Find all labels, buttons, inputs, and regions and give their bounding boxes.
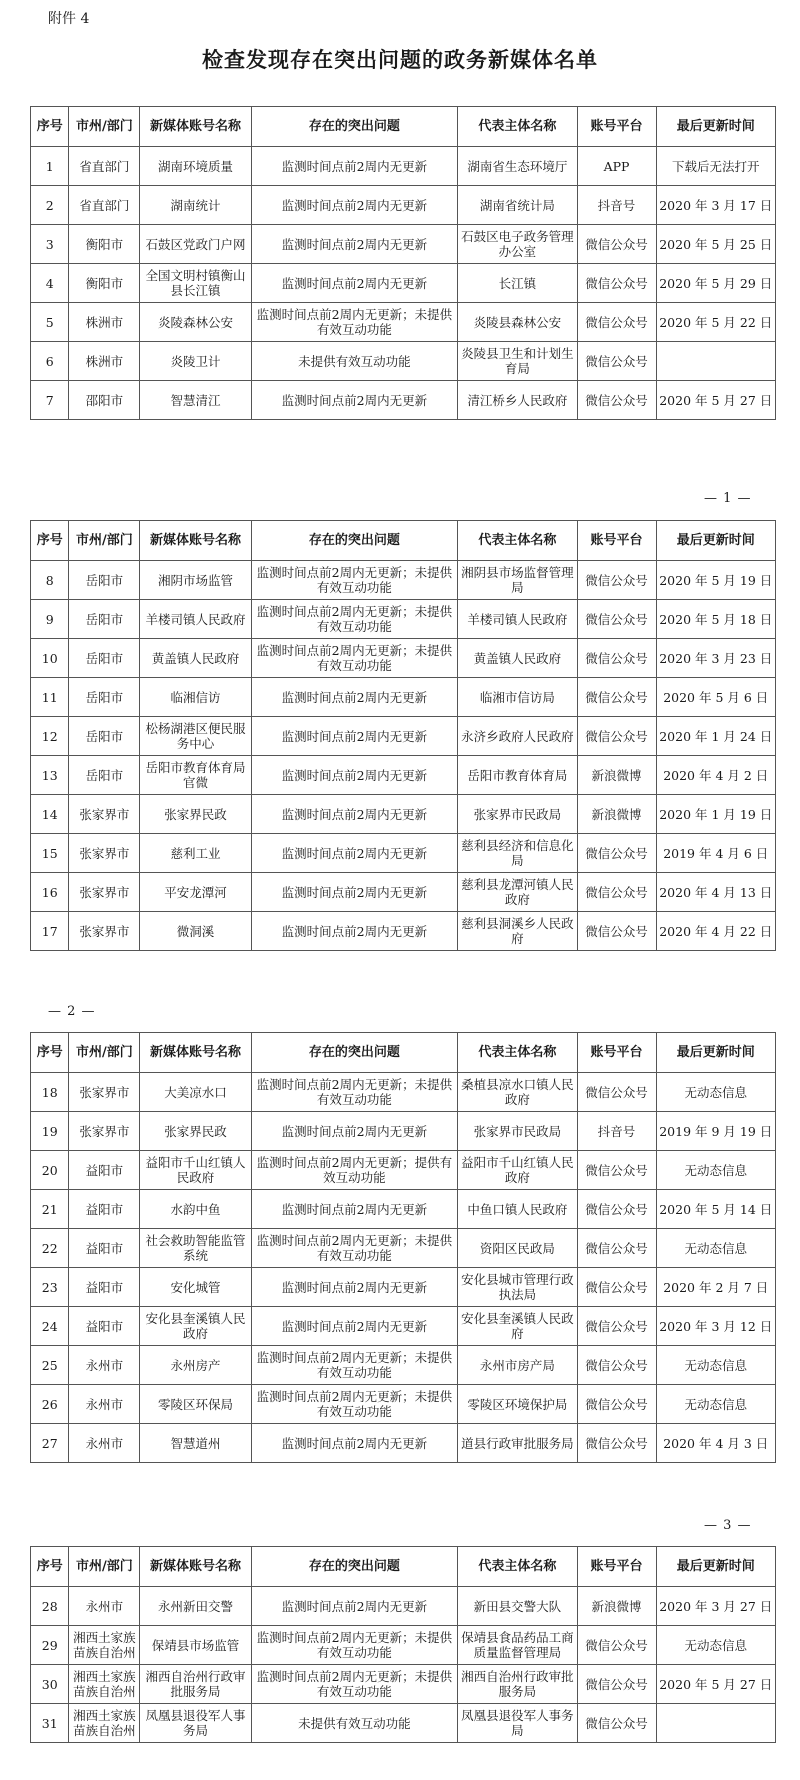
issue-cell: 监测时间点前2周内无更新 — [251, 717, 457, 756]
entity-cell: 湖南省生态环境厅 — [458, 147, 577, 186]
table-row — [31, 1268, 776, 1307]
header-last-update: 最后更新时间 — [656, 107, 775, 147]
table-row — [31, 225, 776, 264]
header-platform: 账号平台 — [577, 1033, 656, 1073]
city-cell: 益阳市 — [69, 1268, 140, 1307]
issue-cell: 监测时间点前2周内无更新 — [251, 147, 457, 186]
seq-cell: 25 — [31, 1346, 69, 1385]
seq-cell: 30 — [31, 1665, 69, 1704]
account-name-cell: 慈利工业 — [140, 834, 251, 873]
header-seq: 序号 — [31, 1033, 69, 1073]
table-row — [31, 1112, 776, 1151]
platform-cell: 微信公众号 — [577, 834, 656, 873]
table-row — [31, 381, 776, 420]
last-update-cell: 无动态信息 — [656, 1229, 775, 1268]
header-account-name: 新媒体账号名称 — [140, 1547, 251, 1587]
seq-cell: 6 — [31, 342, 69, 381]
entity-cell: 永州市房产局 — [458, 1346, 577, 1385]
entity-cell: 慈利县洞溪乡人民政府 — [458, 912, 577, 951]
seq-cell: 22 — [31, 1229, 69, 1268]
city-cell: 株洲市 — [69, 342, 140, 381]
account-name-cell: 羊楼司镇人民政府 — [140, 600, 251, 639]
issue-cell: 监测时间点前2周内无更新；未提供有效互动功能 — [251, 639, 457, 678]
entity-cell: 张家界市民政局 — [458, 795, 577, 834]
header-city: 市州/部门 — [69, 1033, 140, 1073]
city-cell: 张家界市 — [69, 873, 140, 912]
seq-cell: 31 — [31, 1704, 69, 1743]
header-issue: 存在的突出问题 — [251, 521, 457, 561]
header-city: 市州/部门 — [69, 1547, 140, 1587]
account-name-cell: 永州新田交警 — [140, 1587, 251, 1626]
platform-cell: 微信公众号 — [577, 600, 656, 639]
media-table-page-3 — [30, 1032, 776, 1463]
header-account-name: 新媒体账号名称 — [140, 1033, 251, 1073]
city-cell: 湘西土家族苗族自治州 — [69, 1704, 140, 1743]
account-name-cell: 临湘信访 — [140, 678, 251, 717]
table-row — [31, 1229, 776, 1268]
table-row — [31, 1190, 776, 1229]
platform-cell: 微信公众号 — [577, 1346, 656, 1385]
seq-cell: 28 — [31, 1587, 69, 1626]
platform-cell: 微信公众号 — [577, 342, 656, 381]
entity-cell: 长江镇 — [458, 264, 577, 303]
issue-cell: 监测时间点前2周内无更新 — [251, 756, 457, 795]
city-cell: 岳阳市 — [69, 756, 140, 795]
entity-cell: 安化县城市管理行政执法局 — [458, 1268, 577, 1307]
last-update-cell: 2020 年 5 月 19 日 — [656, 561, 775, 600]
header-seq: 序号 — [31, 107, 69, 147]
issue-cell: 监测时间点前2周内无更新 — [251, 1424, 457, 1463]
table-row — [31, 873, 776, 912]
header-issue: 存在的突出问题 — [251, 107, 457, 147]
issue-cell: 监测时间点前2周内无更新 — [251, 1268, 457, 1307]
issue-cell: 监测时间点前2周内无更新 — [251, 1112, 457, 1151]
table-row — [31, 303, 776, 342]
platform-cell: 微信公众号 — [577, 264, 656, 303]
seq-cell: 4 — [31, 264, 69, 303]
entity-cell: 凤凰县退役军人事务局 — [458, 1704, 577, 1743]
account-name-cell: 炎陵卫计 — [140, 342, 251, 381]
table-row — [31, 1665, 776, 1704]
header-city: 市州/部门 — [69, 107, 140, 147]
issue-cell: 监测时间点前2周内无更新；未提供有效互动功能 — [251, 1626, 457, 1665]
city-cell: 益阳市 — [69, 1151, 140, 1190]
last-update-cell: 无动态信息 — [656, 1626, 775, 1665]
last-update-cell — [656, 342, 775, 381]
entity-cell: 中鱼口镇人民政府 — [458, 1190, 577, 1229]
last-update-cell: 2020 年 5 月 27 日 — [656, 1665, 775, 1704]
issue-cell: 监测时间点前2周内无更新；未提供有效互动功能 — [251, 600, 457, 639]
seq-cell: 10 — [31, 639, 69, 678]
issue-cell: 监测时间点前2周内无更新 — [251, 264, 457, 303]
city-cell: 岳阳市 — [69, 639, 140, 678]
city-cell: 省直部门 — [69, 147, 140, 186]
issue-cell: 监测时间点前2周内无更新 — [251, 795, 457, 834]
platform-cell: 微信公众号 — [577, 1073, 656, 1112]
seq-cell: 18 — [31, 1073, 69, 1112]
table-row — [31, 147, 776, 186]
last-update-cell: 2020 年 4 月 2 日 — [656, 756, 775, 795]
document-title: 检查发现存在突出问题的政务新媒体名单 — [202, 47, 598, 72]
account-name-cell: 安化城管 — [140, 1268, 251, 1307]
issue-cell: 监测时间点前2周内无更新 — [251, 873, 457, 912]
last-update-cell: 2020 年 3 月 23 日 — [656, 639, 775, 678]
account-name-cell: 零陵区环保局 — [140, 1385, 251, 1424]
seq-cell: 15 — [31, 834, 69, 873]
table-header-row — [31, 1547, 776, 1587]
seq-cell: 1 — [31, 147, 69, 186]
issue-cell: 监测时间点前2周内无更新；提供有效互动功能 — [251, 1151, 457, 1190]
account-name-cell: 微洞溪 — [140, 912, 251, 951]
last-update-cell: 无动态信息 — [656, 1151, 775, 1190]
last-update-cell — [656, 1704, 775, 1743]
table-header-row — [31, 521, 776, 561]
entity-cell: 岳阳市教育体育局 — [458, 756, 577, 795]
account-name-cell: 湖南统计 — [140, 186, 251, 225]
header-last-update: 最后更新时间 — [656, 1547, 775, 1587]
seq-cell: 7 — [31, 381, 69, 420]
platform-cell: 微信公众号 — [577, 1229, 656, 1268]
table-row — [31, 912, 776, 951]
platform-cell: 微信公众号 — [577, 1626, 656, 1665]
issue-cell: 监测时间点前2周内无更新；未提供有效互动功能 — [251, 303, 457, 342]
last-update-cell: 无动态信息 — [656, 1346, 775, 1385]
seq-cell: 26 — [31, 1385, 69, 1424]
platform-cell: 微信公众号 — [577, 1151, 656, 1190]
seq-cell: 11 — [31, 678, 69, 717]
account-name-cell: 益阳市千山红镇人民政府 — [140, 1151, 251, 1190]
city-cell: 永州市 — [69, 1587, 140, 1626]
platform-cell: 微信公众号 — [577, 225, 656, 264]
last-update-cell: 2020 年 2 月 7 日 — [656, 1268, 775, 1307]
platform-cell: 微信公众号 — [577, 1704, 656, 1743]
table-row — [31, 342, 776, 381]
entity-cell: 永济乡政府人民政府 — [458, 717, 577, 756]
account-name-cell: 凤凰县退役军人事务局 — [140, 1704, 251, 1743]
table-header-row — [31, 1033, 776, 1073]
issue-cell: 监测时间点前2周内无更新；未提供有效互动功能 — [251, 1385, 457, 1424]
city-cell: 永州市 — [69, 1346, 140, 1385]
header-city: 市州/部门 — [69, 521, 140, 561]
city-cell: 衡阳市 — [69, 264, 140, 303]
account-name-cell: 永州房产 — [140, 1346, 251, 1385]
entity-cell: 桑植县凉水口镇人民政府 — [458, 1073, 577, 1112]
entity-cell: 新田县交警大队 — [458, 1587, 577, 1626]
header-seq: 序号 — [31, 521, 69, 561]
issue-cell: 监测时间点前2周内无更新；未提供有效互动功能 — [251, 1665, 457, 1704]
account-name-cell: 安化县奎溪镇人民政府 — [140, 1307, 251, 1346]
platform-cell: 微信公众号 — [577, 1307, 656, 1346]
page-number-1: — 1 — — [704, 491, 752, 506]
header-platform: 账号平台 — [577, 107, 656, 147]
seq-cell: 5 — [31, 303, 69, 342]
entity-cell: 零陵区环境保护局 — [458, 1385, 577, 1424]
media-table-page-1 — [30, 106, 776, 420]
platform-cell: 抖音号 — [577, 186, 656, 225]
city-cell: 湘西土家族苗族自治州 — [69, 1665, 140, 1704]
issue-cell: 监测时间点前2周内无更新 — [251, 186, 457, 225]
issue-cell: 监测时间点前2周内无更新 — [251, 381, 457, 420]
table-row — [31, 264, 776, 303]
entity-cell: 道县行政审批服务局 — [458, 1424, 577, 1463]
last-update-cell: 2020 年 3 月 12 日 — [656, 1307, 775, 1346]
account-name-cell: 炎陵森林公安 — [140, 303, 251, 342]
entity-cell: 安化县奎溪镇人民政府 — [458, 1307, 577, 1346]
seq-cell: 24 — [31, 1307, 69, 1346]
last-update-cell: 2020 年 3 月 17 日 — [656, 186, 775, 225]
last-update-cell: 2020 年 5 月 6 日 — [656, 678, 775, 717]
header-last-update: 最后更新时间 — [656, 1033, 775, 1073]
account-name-cell: 社会救助智能监管系统 — [140, 1229, 251, 1268]
platform-cell: 新浪微博 — [577, 756, 656, 795]
last-update-cell: 无动态信息 — [656, 1385, 775, 1424]
table-row — [31, 756, 776, 795]
seq-cell: 3 — [31, 225, 69, 264]
last-update-cell: 2020 年 4 月 13 日 — [656, 873, 775, 912]
issue-cell: 监测时间点前2周内无更新 — [251, 834, 457, 873]
platform-cell: 微信公众号 — [577, 1385, 656, 1424]
account-name-cell: 智慧道州 — [140, 1424, 251, 1463]
header-entity: 代表主体名称 — [458, 521, 577, 561]
last-update-cell: 2020 年 5 月 18 日 — [656, 600, 775, 639]
header-platform: 账号平台 — [577, 521, 656, 561]
issue-cell: 未提供有效互动功能 — [251, 1704, 457, 1743]
table-row — [31, 639, 776, 678]
last-update-cell: 2020 年 5 月 27 日 — [656, 381, 775, 420]
account-name-cell: 大美凉水口 — [140, 1073, 251, 1112]
header-seq: 序号 — [31, 1547, 69, 1587]
header-account-name: 新媒体账号名称 — [140, 521, 251, 561]
issue-cell: 监测时间点前2周内无更新 — [251, 225, 457, 264]
account-name-cell: 水韵中鱼 — [140, 1190, 251, 1229]
city-cell: 岳阳市 — [69, 678, 140, 717]
city-cell: 岳阳市 — [69, 717, 140, 756]
table-row — [31, 1704, 776, 1743]
platform-cell: 微信公众号 — [577, 678, 656, 717]
city-cell: 张家界市 — [69, 1073, 140, 1112]
entity-cell: 羊楼司镇人民政府 — [458, 600, 577, 639]
issue-cell: 监测时间点前2周内无更新 — [251, 678, 457, 717]
table-row — [31, 600, 776, 639]
platform-cell: 微信公众号 — [577, 561, 656, 600]
last-update-cell: 无动态信息 — [656, 1073, 775, 1112]
last-update-cell: 2020 年 5 月 22 日 — [656, 303, 775, 342]
city-cell: 张家界市 — [69, 912, 140, 951]
account-name-cell: 松杨湖港区便民服务中心 — [140, 717, 251, 756]
platform-cell: 微信公众号 — [577, 717, 656, 756]
entity-cell: 资阳区民政局 — [458, 1229, 577, 1268]
account-name-cell: 全国文明村镇衡山县长江镇 — [140, 264, 251, 303]
city-cell: 株洲市 — [69, 303, 140, 342]
last-update-cell: 下载后无法打开 — [656, 147, 775, 186]
table-row — [31, 1385, 776, 1424]
last-update-cell: 2020 年 4 月 3 日 — [656, 1424, 775, 1463]
table-row — [31, 1626, 776, 1665]
platform-cell: APP — [577, 147, 656, 186]
platform-cell: 微信公众号 — [577, 912, 656, 951]
table-row — [31, 678, 776, 717]
city-cell: 岳阳市 — [69, 600, 140, 639]
city-cell: 益阳市 — [69, 1307, 140, 1346]
seq-cell: 12 — [31, 717, 69, 756]
account-name-cell: 湘阴市场监管 — [140, 561, 251, 600]
last-update-cell: 2020 年 1 月 19 日 — [656, 795, 775, 834]
issue-cell: 未提供有效互动功能 — [251, 342, 457, 381]
issue-cell: 监测时间点前2周内无更新；未提供有效互动功能 — [251, 561, 457, 600]
city-cell: 张家界市 — [69, 834, 140, 873]
last-update-cell: 2020 年 5 月 29 日 — [656, 264, 775, 303]
seq-cell: 27 — [31, 1424, 69, 1463]
entity-cell: 保靖县食品药品工商质量监督管理局 — [458, 1626, 577, 1665]
issue-cell: 监测时间点前2周内无更新 — [251, 1190, 457, 1229]
seq-cell: 16 — [31, 873, 69, 912]
seq-cell: 9 — [31, 600, 69, 639]
table-row — [31, 1151, 776, 1190]
last-update-cell: 2019 年 9 月 19 日 — [656, 1112, 775, 1151]
table-row — [31, 1073, 776, 1112]
city-cell: 益阳市 — [69, 1229, 140, 1268]
last-update-cell: 2020 年 4 月 22 日 — [656, 912, 775, 951]
header-last-update: 最后更新时间 — [656, 521, 775, 561]
city-cell: 邵阳市 — [69, 381, 140, 420]
city-cell: 张家界市 — [69, 1112, 140, 1151]
header-account-name: 新媒体账号名称 — [140, 107, 251, 147]
media-table-page-4 — [30, 1546, 776, 1743]
page-number-3: — 3 — — [704, 1518, 752, 1533]
table-row — [31, 717, 776, 756]
platform-cell: 新浪微博 — [577, 1587, 656, 1626]
table-row — [31, 795, 776, 834]
header-entity: 代表主体名称 — [458, 1033, 577, 1073]
entity-cell: 炎陵县森林公安 — [458, 303, 577, 342]
table-row — [31, 1346, 776, 1385]
platform-cell: 微信公众号 — [577, 1190, 656, 1229]
city-cell: 益阳市 — [69, 1190, 140, 1229]
account-name-cell: 湘西自治州行政审批服务局 — [140, 1665, 251, 1704]
issue-cell: 监测时间点前2周内无更新；未提供有效互动功能 — [251, 1073, 457, 1112]
account-name-cell: 张家界民政 — [140, 795, 251, 834]
table-row — [31, 186, 776, 225]
table-row — [31, 1587, 776, 1626]
seq-cell: 20 — [31, 1151, 69, 1190]
last-update-cell: 2020 年 5 月 14 日 — [656, 1190, 775, 1229]
table-header-row — [31, 107, 776, 147]
header-entity: 代表主体名称 — [458, 107, 577, 147]
last-update-cell: 2020 年 3 月 27 日 — [656, 1587, 775, 1626]
issue-cell: 监测时间点前2周内无更新；未提供有效互动功能 — [251, 1346, 457, 1385]
last-update-cell: 2020 年 1 月 24 日 — [656, 717, 775, 756]
entity-cell: 黄盖镇人民政府 — [458, 639, 577, 678]
header-entity: 代表主体名称 — [458, 1547, 577, 1587]
platform-cell: 微信公众号 — [577, 873, 656, 912]
account-name-cell: 保靖县市场监管 — [140, 1626, 251, 1665]
account-name-cell: 岳阳市教育体育局官微 — [140, 756, 251, 795]
attachment-label: 附件 4 — [48, 11, 90, 27]
seq-cell: 19 — [31, 1112, 69, 1151]
platform-cell: 新浪微博 — [577, 795, 656, 834]
city-cell: 湘西土家族苗族自治州 — [69, 1626, 140, 1665]
page-number-2: — 2 — — [48, 1004, 96, 1019]
issue-cell: 监测时间点前2周内无更新 — [251, 1307, 457, 1346]
platform-cell: 微信公众号 — [577, 1424, 656, 1463]
seq-cell: 2 — [31, 186, 69, 225]
city-cell: 永州市 — [69, 1385, 140, 1424]
entity-cell: 临湘市信访局 — [458, 678, 577, 717]
seq-cell: 29 — [31, 1626, 69, 1665]
table-row — [31, 1307, 776, 1346]
platform-cell: 抖音号 — [577, 1112, 656, 1151]
entity-cell: 慈利县龙潭河镇人民政府 — [458, 873, 577, 912]
table-row — [31, 561, 776, 600]
account-name-cell: 智慧清江 — [140, 381, 251, 420]
seq-cell: 23 — [31, 1268, 69, 1307]
entity-cell: 炎陵县卫生和计划生育局 — [458, 342, 577, 381]
table-row — [31, 1424, 776, 1463]
platform-cell: 微信公众号 — [577, 303, 656, 342]
account-name-cell: 黄盖镇人民政府 — [140, 639, 251, 678]
entity-cell: 清江桥乡人民政府 — [458, 381, 577, 420]
seq-cell: 17 — [31, 912, 69, 951]
city-cell: 衡阳市 — [69, 225, 140, 264]
last-update-cell: 2020 年 5 月 25 日 — [656, 225, 775, 264]
seq-cell: 8 — [31, 561, 69, 600]
header-issue: 存在的突出问题 — [251, 1033, 457, 1073]
entity-cell: 慈利县经济和信息化局 — [458, 834, 577, 873]
entity-cell: 湖南省统计局 — [458, 186, 577, 225]
city-cell: 永州市 — [69, 1424, 140, 1463]
issue-cell: 监测时间点前2周内无更新；未提供有效互动功能 — [251, 1229, 457, 1268]
platform-cell: 微信公众号 — [577, 1268, 656, 1307]
account-name-cell: 张家界民政 — [140, 1112, 251, 1151]
account-name-cell: 湖南环境质量 — [140, 147, 251, 186]
platform-cell: 微信公众号 — [577, 639, 656, 678]
table-row — [31, 834, 776, 873]
seq-cell: 14 — [31, 795, 69, 834]
last-update-cell: 2019 年 4 月 6 日 — [656, 834, 775, 873]
header-platform: 账号平台 — [577, 1547, 656, 1587]
entity-cell: 湘西自治州行政审批服务局 — [458, 1665, 577, 1704]
city-cell: 省直部门 — [69, 186, 140, 225]
issue-cell: 监测时间点前2周内无更新 — [251, 912, 457, 951]
entity-cell: 张家界市民政局 — [458, 1112, 577, 1151]
account-name-cell: 平安龙潭河 — [140, 873, 251, 912]
platform-cell: 微信公众号 — [577, 1665, 656, 1704]
account-name-cell: 石鼓区党政门户网 — [140, 225, 251, 264]
issue-cell: 监测时间点前2周内无更新 — [251, 1587, 457, 1626]
seq-cell: 21 — [31, 1190, 69, 1229]
city-cell: 张家界市 — [69, 795, 140, 834]
entity-cell: 石鼓区电子政务管理办公室 — [458, 225, 577, 264]
header-issue: 存在的突出问题 — [251, 1547, 457, 1587]
platform-cell: 微信公众号 — [577, 381, 656, 420]
entity-cell: 湘阴县市场监督管理局 — [458, 561, 577, 600]
seq-cell: 13 — [31, 756, 69, 795]
media-table-page-2 — [30, 520, 776, 951]
entity-cell: 益阳市千山红镇人民政府 — [458, 1151, 577, 1190]
city-cell: 岳阳市 — [69, 561, 140, 600]
